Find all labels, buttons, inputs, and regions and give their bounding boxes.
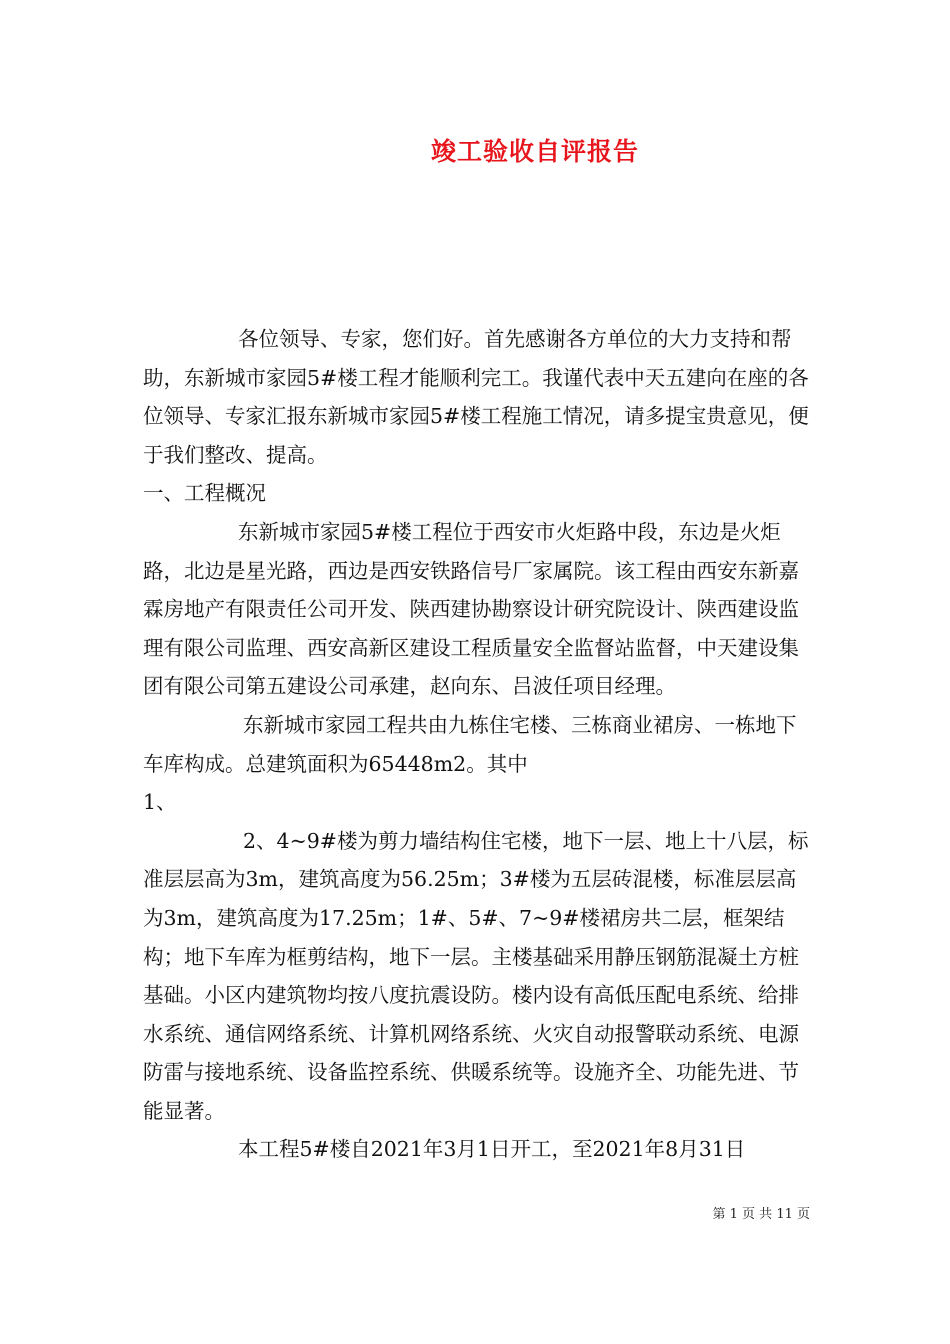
paragraph-schedule: 本工程5#楼自2021年3月1日开工，至2021年8月31日: [238, 1137, 746, 1162]
paragraph-item-1: 1、: [143, 790, 177, 815]
paragraph-structure: 2、4~9#楼为剪力墙结构住宅楼，地下一层、地上十八层，标准层层高为3m，建筑高度为56.25m；3#楼为五层砖混楼，标准层层高为3m，建筑高度为17.25m；1#、5#、7~9#楼裙房共二层，框架结构；地下车库为框剪结构，地下一层。主楼基础采用静压钢筋混凝土方桩基础。小区内建筑物均按八度抗震设防。楼内设有高低压配电系统、给排水系统、通信网络系统、计算机网络系统、火灾自动报警联动系统、电源防雷与接地系统、设备监控系统、供暖系统等。设施齐全、功能先进、节能显著。: [143, 828, 809, 1123]
document-body: [143, 320, 813, 1169]
paragraph-greeting: 各位领导、专家，您们好。首先感谢各方单位的大力支持和帮助，东新城市家园5#楼工程才能顺利完工。我谨代表中天五建向在座的各位领导、专家汇报东新城市家园5#楼工程施工情况，请多提宝贵意见，便于我们整改、提高。: [143, 327, 809, 467]
paragraph-composition: 东新城市家园工程共由九栋住宅楼、三栋商业裙房、一栋地下车库构成。总建筑面积为65448m2。其中: [143, 712, 797, 776]
document-title: 竣工验收自评报告: [430, 137, 639, 166]
paragraph-location: 东新城市家园5#楼工程位于西安市火炬路中段，东边是火炬路，北边是星光路，西边是西安铁路信号厂家属院。该工程由西安东新嘉霖房地产有限责任公司开发、陕西建协勘察设计研究院设计、陕西建设监理有限公司监理、西安高新区建设工程质量安全监督站监督，中天建设集团有限公司第五建设公司承建，赵向东、吕波任项目经理。: [143, 519, 799, 699]
page-number: 第 1 页 共 11 页: [712, 1207, 810, 1222]
section-heading-overview: 一、工程概况: [143, 481, 266, 506]
